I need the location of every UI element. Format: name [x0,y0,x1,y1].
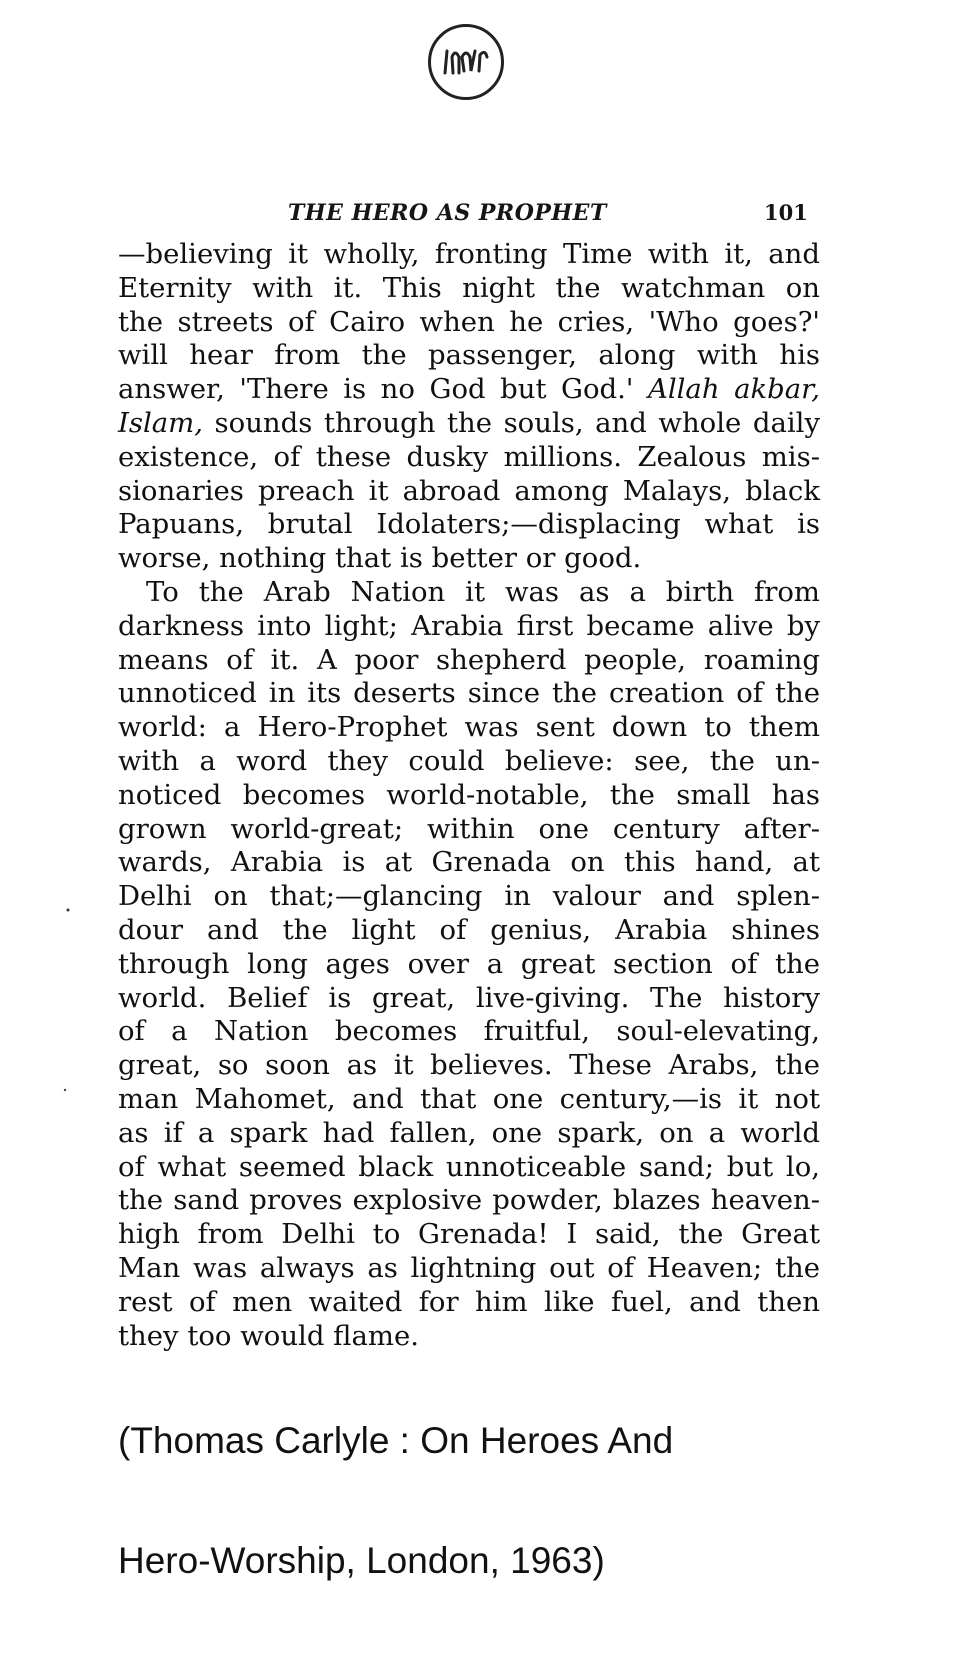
text-line: they too would flame. [118,1319,419,1352]
text-line: Eternity with it. This night the watchman on [118,271,820,304]
text-line: dour and the light of genius, Arabia shines [118,913,820,946]
text-line: of a Nation becomes fruitful, soul-elevating, [118,1015,820,1048]
text-line: wards, Arabia is at Grenada on this hand, at [118,846,820,879]
text-fragment: sounds through the souls, and whole daily [214,406,820,439]
text-line: Man was always as lightning out of Heaven; the [118,1251,820,1284]
text-line [118,407,820,441]
italic-word: Islam, [118,406,203,439]
text-line: grown world-great; within one century after- [118,812,820,845]
text-line [118,373,820,407]
page-number: 101 [764,200,808,225]
text-line: darkness into light; Arabia first became alive by [118,609,820,642]
text-line: rest of men waited for him like fuel, and then [118,1285,820,1318]
text-line: To the Arab Nation it was as a birth from [146,575,820,608]
page-stamp [428,24,504,100]
text-line: unnoticed in its deserts since the creation of the [118,677,820,710]
text-line: means of it. A poor shepherd people, roaming [118,643,820,676]
text-line: sionaries preach it abroad among Malays, black [118,474,820,507]
text-line: worse, nothing that is better or good. [118,542,642,575]
text-line: Papuans, brutal Idolaters;—displacing what is [118,508,820,541]
text-line: through long ages over a great section of the [118,947,820,980]
text-line: as if a spark had fallen, one spark, on a world [118,1116,820,1149]
body-text [118,238,820,1353]
text-fragment: answer, 'There is no God but God.' [118,373,634,406]
text-line: world. Belief is great, live-giving. The history [118,981,820,1014]
text-line: with a word they could believe: see, the un- [118,744,820,777]
text-line: existence, of these dusky millions. Zealous mis- [118,440,820,473]
text-line: man Mahomet, and that one century,—is it not [118,1082,820,1115]
text-line: the streets of Cairo when he cries, 'Who goes?' [118,305,820,338]
citation-line-1: (Thomas Carlyle : On Heroes And [118,1420,674,1461]
text-line: will hear from the passenger, along with his [118,339,820,372]
text-line: Delhi on that;—glancing in valour and splen- [118,880,820,913]
text-line: great, so soon as it believes. These Arabs, the [118,1049,820,1082]
text-line: high from Delhi to Grenada! I said, the Great [118,1218,820,1251]
italic-phrase: Allah akbar, [647,373,820,406]
scan-speck-decoration [60,900,70,1100]
text-line: of what seemed black unnoticeable sand; but lo, [118,1150,820,1183]
citation-line-2: Hero-Worship, London, 1963) [118,1540,605,1581]
running-title: THE HERO AS PROPHET [288,200,607,226]
page-header [0,200,960,240]
text-line: the sand proves explosive powder, blazes heaven- [118,1184,820,1217]
text-line: world: a Hero-Prophet was sent down to them [118,711,820,744]
handwritten-mark-icon [431,27,501,97]
text-line: —believing it wholly, fronting Time with it, and [118,238,820,270]
text-line: noticed becomes world-notable, the small has [118,778,820,811]
